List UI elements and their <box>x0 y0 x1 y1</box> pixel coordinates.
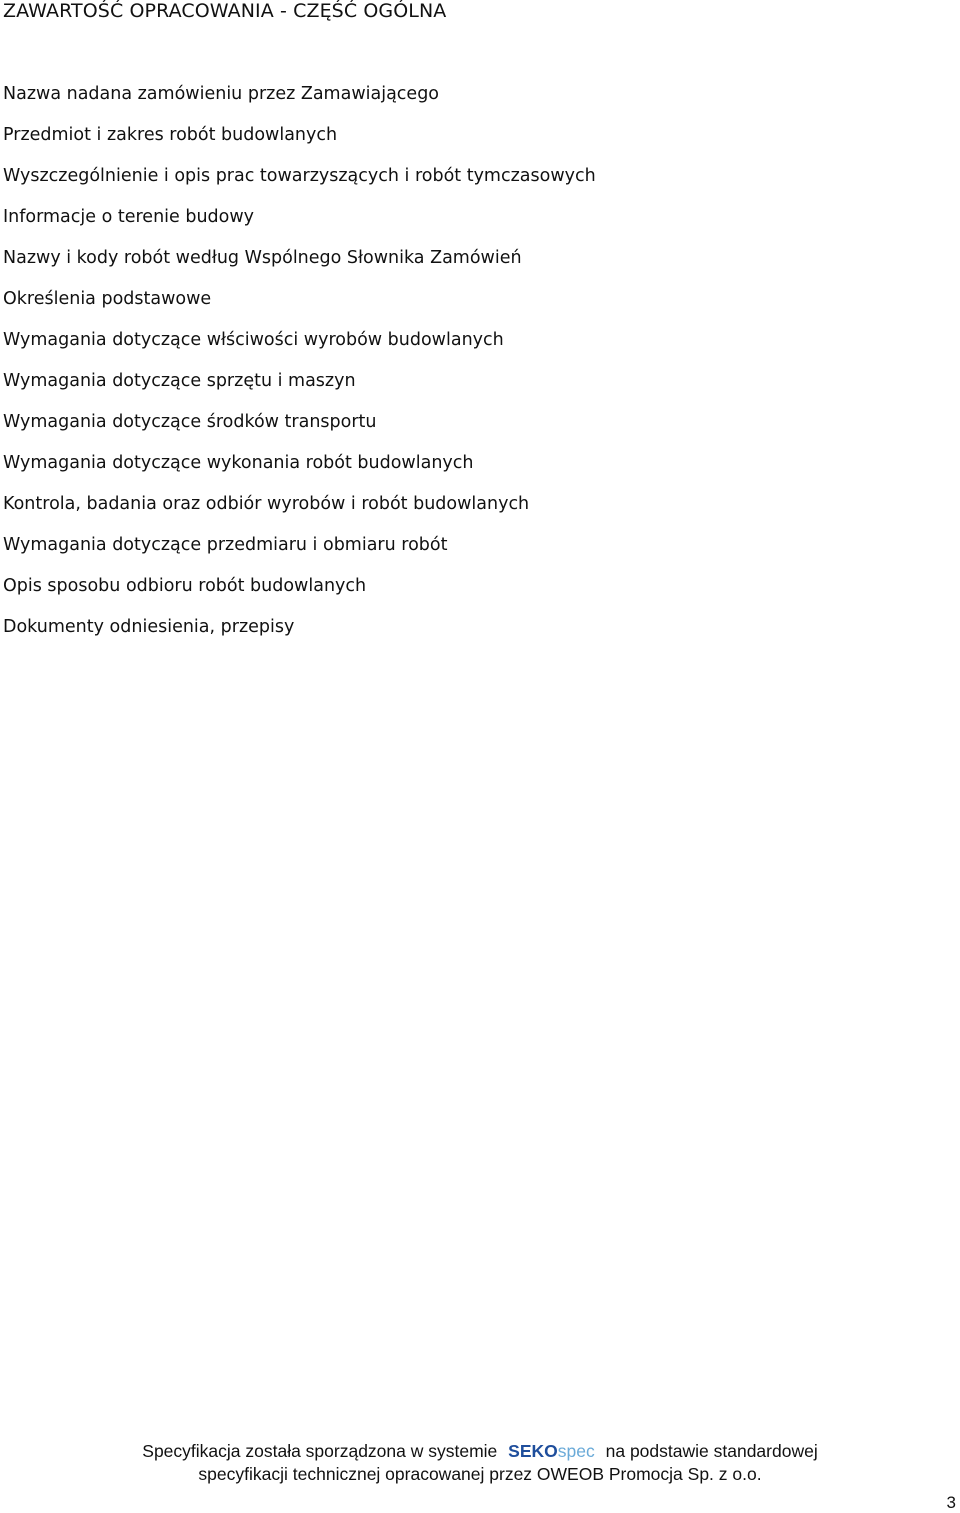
sekospec-logo <box>508 1440 595 1463</box>
toc-item: Opis sposobu odbioru robót budowlanych <box>3 576 367 596</box>
toc-item: Kontrola, badania oraz odbiór wyrobów i robót budowlanych <box>3 494 530 514</box>
toc-item: Wymagania dotyczące przedmiaru i obmiaru robót <box>3 535 448 555</box>
footer-text-before: Specyfikacja została sporządzona w systemie <box>142 1441 498 1461</box>
footer-text-after: na podstawie standardowej <box>605 1441 818 1461</box>
toc-item: Nazwa nadana zamówieniu przez Zamawiającego <box>3 84 440 104</box>
toc-item: Wymagania dotyczące sprzętu i maszyn <box>3 371 356 391</box>
footer-line-1 <box>0 1440 960 1463</box>
toc-item: Nazwy i kody robót według Wspólnego Słownika Zamówień <box>3 248 522 268</box>
brand-seko: SEKO <box>508 1441 558 1461</box>
table-of-contents <box>3 82 596 656</box>
footer-line-2: specyfikacji technicznej opracowanej przez OWEOB Promocja Sp. z o.o. <box>198 1464 762 1484</box>
toc-item: Wymagania dotyczące włściwości wyrobów budowlanych <box>3 330 504 350</box>
brand-spec: spec <box>557 1441 595 1461</box>
toc-item: Dokumenty odniesienia, przepisy <box>3 617 295 637</box>
toc-item: Określenia podstawowe <box>3 289 212 309</box>
page-title: ZAWARTOŚĆ OPRACOWANIA - CZĘŚĆ OGÓLNA <box>3 0 447 22</box>
toc-item: Wymagania dotyczące środków transportu <box>3 412 377 432</box>
toc-item: Informacje o terenie budowy <box>3 207 255 227</box>
page-footer <box>0 1440 960 1486</box>
toc-item: Wymagania dotyczące wykonania robót budowlanych <box>3 453 474 473</box>
toc-item: Przedmiot i zakres robót budowlanych <box>3 125 338 145</box>
page-number: 3 <box>946 1493 956 1512</box>
toc-item: Wyszczególnienie i opis prac towarzyszących i robót tymczasowych <box>3 166 596 186</box>
